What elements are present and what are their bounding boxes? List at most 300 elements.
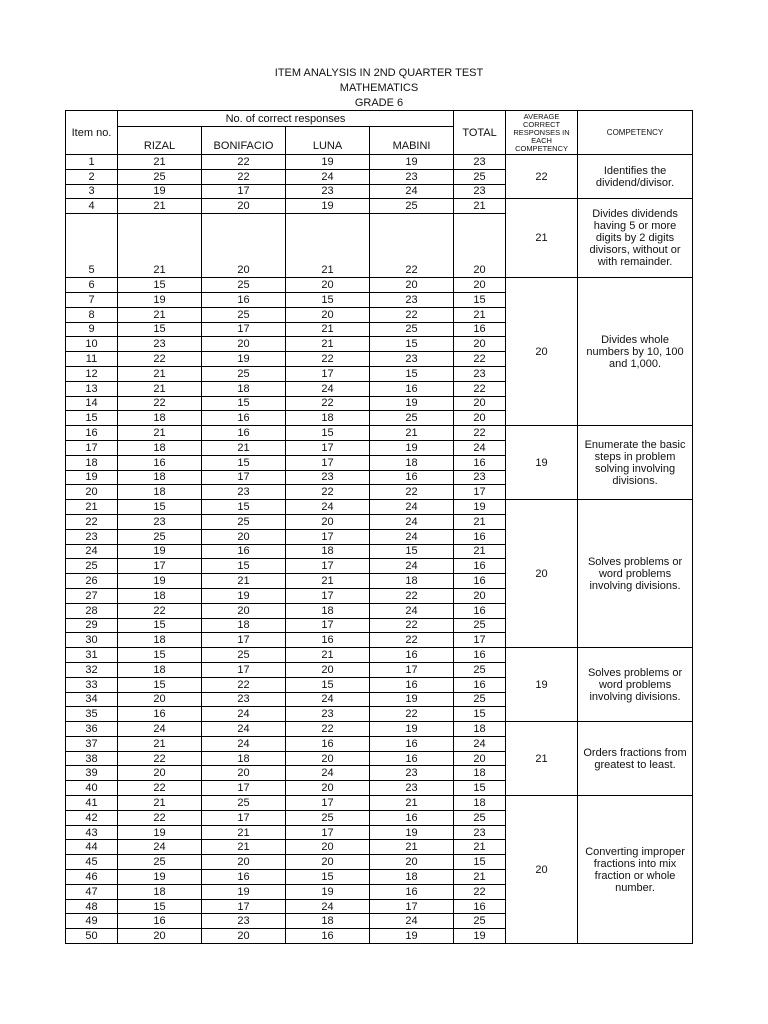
item-no-cell: 41 [66, 796, 118, 811]
rizal-cell: 23 [118, 337, 202, 352]
luna-cell: 19 [286, 155, 370, 170]
rizal-cell: 16 [118, 914, 202, 929]
luna-cell: 19 [286, 884, 370, 899]
item-no-cell: 42 [66, 810, 118, 825]
bonifacio-cell: 16 [202, 411, 286, 426]
total-cell: 16 [454, 899, 506, 914]
item-no-cell: 20 [66, 485, 118, 500]
mabini-cell: 24 [370, 514, 454, 529]
luna-cell: 17 [286, 825, 370, 840]
luna-cell: 17 [286, 529, 370, 544]
luna-cell: 21 [286, 574, 370, 589]
luna-cell: 16 [286, 633, 370, 648]
bonifacio-cell: 25 [202, 307, 286, 322]
rizal-cell: 25 [118, 529, 202, 544]
item-no-cell: 39 [66, 766, 118, 781]
rizal-cell: 21 [118, 736, 202, 751]
item-no-cell: 31 [66, 648, 118, 663]
average-cell: 19 [506, 426, 578, 500]
item-no-cell: 49 [66, 914, 118, 929]
table-row [66, 278, 693, 293]
rizal-cell: 18 [118, 411, 202, 426]
rizal-cell: 22 [118, 352, 202, 367]
mabini-cell: 18 [370, 870, 454, 885]
rizal-cell: 21 [118, 796, 202, 811]
total-cell: 23 [454, 825, 506, 840]
bonifacio-cell: 24 [202, 722, 286, 737]
item-no-cell: 10 [66, 337, 118, 352]
bonifacio-cell: 20 [202, 929, 286, 944]
item-no-cell: 46 [66, 870, 118, 885]
bonifacio-cell: 17 [202, 633, 286, 648]
rizal-cell: 17 [118, 559, 202, 574]
item-no-cell: 29 [66, 618, 118, 633]
total-cell: 23 [454, 366, 506, 381]
competency-cell: Divides whole numbers by 10, 100 and 1,000. [578, 278, 693, 426]
total-cell: 20 [454, 278, 506, 293]
mabini-cell: 22 [370, 214, 454, 278]
luna-cell: 24 [286, 899, 370, 914]
item-no-cell: 9 [66, 322, 118, 337]
rizal-cell: 21 [118, 366, 202, 381]
mabini-cell: 24 [370, 184, 454, 199]
mabini-cell: 17 [370, 662, 454, 677]
bonifacio-cell: 25 [202, 514, 286, 529]
item-no-cell: 5 [66, 214, 118, 278]
rizal-cell: 21 [118, 155, 202, 170]
total-cell: 21 [454, 307, 506, 322]
total-cell: 21 [454, 870, 506, 885]
luna-cell: 21 [286, 648, 370, 663]
bonifacio-cell: 18 [202, 618, 286, 633]
bonifacio-cell: 21 [202, 574, 286, 589]
mabini-cell: 22 [370, 485, 454, 500]
rizal-cell: 15 [118, 278, 202, 293]
item-no-cell: 43 [66, 825, 118, 840]
total-cell: 24 [454, 440, 506, 455]
bonifacio-cell: 19 [202, 352, 286, 367]
table-row [66, 500, 693, 515]
item-no-cell: 7 [66, 292, 118, 307]
item-analysis-table [65, 110, 693, 944]
total-cell: 25 [454, 618, 506, 633]
total-cell: 24 [454, 736, 506, 751]
table-row [66, 199, 693, 214]
mabini-cell: 16 [370, 677, 454, 692]
bonifacio-cell: 20 [202, 766, 286, 781]
bonifacio-cell: 20 [202, 529, 286, 544]
luna-cell: 19 [286, 199, 370, 214]
competency-cell: Orders fractions from greatest to least. [578, 722, 693, 796]
luna-cell: 23 [286, 184, 370, 199]
total-cell: 15 [454, 781, 506, 796]
average-cell: 21 [506, 199, 578, 278]
luna-cell: 22 [286, 485, 370, 500]
bonifacio-cell: 21 [202, 840, 286, 855]
bonifacio-cell: 25 [202, 648, 286, 663]
item-no-cell: 48 [66, 899, 118, 914]
luna-cell: 18 [286, 544, 370, 559]
item-no-cell: 25 [66, 559, 118, 574]
total-cell: 16 [454, 529, 506, 544]
subject-title: MATHEMATICS [339, 82, 419, 94]
total-cell: 19 [454, 500, 506, 515]
luna-cell: 17 [286, 559, 370, 574]
total-cell: 20 [454, 337, 506, 352]
rizal-cell: 18 [118, 633, 202, 648]
rizal-cell: 18 [118, 662, 202, 677]
bonifacio-cell: 22 [202, 169, 286, 184]
total-cell: 16 [454, 677, 506, 692]
bonifacio-cell: 17 [202, 184, 286, 199]
total-cell: 21 [454, 544, 506, 559]
section-header-luna: LUNA [286, 127, 370, 155]
luna-cell: 15 [286, 426, 370, 441]
item-no-cell: 47 [66, 884, 118, 899]
luna-cell: 22 [286, 396, 370, 411]
bonifacio-cell: 21 [202, 825, 286, 840]
rizal-cell: 18 [118, 588, 202, 603]
bonifacio-cell: 20 [202, 855, 286, 870]
bonifacio-cell: 15 [202, 455, 286, 470]
bonifacio-cell: 16 [202, 870, 286, 885]
luna-cell: 17 [286, 366, 370, 381]
item-no-cell: 17 [66, 440, 118, 455]
luna-cell: 25 [286, 810, 370, 825]
luna-cell: 23 [286, 707, 370, 722]
competency-cell: Solves problems or word problems involving divisions. [578, 500, 693, 648]
average-cell: 20 [506, 278, 578, 426]
bonifacio-cell: 19 [202, 588, 286, 603]
mabini-cell: 25 [370, 411, 454, 426]
rizal-cell: 25 [118, 855, 202, 870]
mabini-cell: 24 [370, 603, 454, 618]
luna-cell: 21 [286, 337, 370, 352]
rizal-cell: 21 [118, 381, 202, 396]
total-cell: 23 [454, 470, 506, 485]
luna-cell: 23 [286, 470, 370, 485]
bonifacio-cell: 20 [202, 603, 286, 618]
bonifacio-cell: 19 [202, 884, 286, 899]
total-cell: 16 [454, 648, 506, 663]
total-cell: 22 [454, 381, 506, 396]
mabini-cell: 23 [370, 352, 454, 367]
total-cell: 21 [454, 840, 506, 855]
competency-cell: Solves problems or word problems involving divisions. [578, 648, 693, 722]
rizal-cell: 15 [118, 899, 202, 914]
rizal-cell: 22 [118, 751, 202, 766]
grade-title: GRADE 6 [354, 97, 404, 109]
rizal-cell: 19 [118, 292, 202, 307]
total-cell: 16 [454, 574, 506, 589]
item-no-cell: 45 [66, 855, 118, 870]
mabini-cell: 22 [370, 618, 454, 633]
item-no-cell: 38 [66, 751, 118, 766]
mabini-cell: 20 [370, 278, 454, 293]
bonifacio-cell: 16 [202, 292, 286, 307]
total-cell: 20 [454, 588, 506, 603]
rizal-cell: 20 [118, 929, 202, 944]
luna-cell: 24 [286, 500, 370, 515]
average-cell: 22 [506, 155, 578, 199]
mabini-cell: 16 [370, 381, 454, 396]
luna-cell: 21 [286, 214, 370, 278]
mabini-cell: 19 [370, 929, 454, 944]
bonifacio-cell: 22 [202, 155, 286, 170]
item-no-cell: 11 [66, 352, 118, 367]
rizal-cell: 16 [118, 455, 202, 470]
item-no-cell: 16 [66, 426, 118, 441]
item-no-cell: 3 [66, 184, 118, 199]
total-cell: 23 [454, 155, 506, 170]
luna-cell: 22 [286, 352, 370, 367]
total-cell: 18 [454, 722, 506, 737]
bonifacio-cell: 15 [202, 559, 286, 574]
bonifacio-cell: 18 [202, 751, 286, 766]
item-no-cell: 37 [66, 736, 118, 751]
item-no-cell: 35 [66, 707, 118, 722]
luna-cell: 20 [286, 662, 370, 677]
total-cell: 19 [454, 929, 506, 944]
item-no-cell: 8 [66, 307, 118, 322]
mabini-cell: 19 [370, 155, 454, 170]
total-cell: 15 [454, 855, 506, 870]
total-cell: 25 [454, 810, 506, 825]
competency-cell: Enumerate the basic steps in problem solving involving divisions. [578, 426, 693, 500]
rizal-cell: 18 [118, 884, 202, 899]
item-no-cell: 2 [66, 169, 118, 184]
luna-cell: 24 [286, 766, 370, 781]
table-row [66, 155, 693, 170]
competency-cell: Identifies the dividend/divisor. [578, 155, 693, 199]
item-no-cell: 36 [66, 722, 118, 737]
total-cell: 25 [454, 662, 506, 677]
mabini-cell: 16 [370, 810, 454, 825]
rizal-cell: 24 [118, 722, 202, 737]
report-title: ITEM ANALYSIS IN 2ND QUARTER TEST [274, 67, 484, 79]
item-no-cell: 26 [66, 574, 118, 589]
rizal-cell: 19 [118, 544, 202, 559]
mabini-cell: 22 [370, 633, 454, 648]
item-no-cell: 27 [66, 588, 118, 603]
luna-cell: 17 [286, 455, 370, 470]
rizal-cell: 22 [118, 810, 202, 825]
item-no-cell: 30 [66, 633, 118, 648]
item-no-cell: 21 [66, 500, 118, 515]
total-cell: 22 [454, 352, 506, 367]
luna-cell: 18 [286, 603, 370, 618]
mabini-cell: 20 [370, 855, 454, 870]
item-no-cell: 50 [66, 929, 118, 944]
total-cell: 20 [454, 751, 506, 766]
bonifacio-cell: 25 [202, 278, 286, 293]
total-cell: 22 [454, 426, 506, 441]
bonifacio-cell: 15 [202, 500, 286, 515]
luna-cell: 20 [286, 840, 370, 855]
bonifacio-cell: 20 [202, 199, 286, 214]
item-no-cell: 6 [66, 278, 118, 293]
bonifacio-cell: 17 [202, 781, 286, 796]
rizal-cell: 19 [118, 870, 202, 885]
item-no-cell: 14 [66, 396, 118, 411]
rizal-cell: 18 [118, 485, 202, 500]
total-cell: 15 [454, 707, 506, 722]
rizal-cell: 19 [118, 574, 202, 589]
rizal-cell: 15 [118, 618, 202, 633]
rizal-cell: 19 [118, 184, 202, 199]
total-cell: 16 [454, 322, 506, 337]
total-cell: 20 [454, 214, 506, 278]
rizal-cell: 15 [118, 648, 202, 663]
mabini-cell: 23 [370, 781, 454, 796]
total-cell: 18 [454, 766, 506, 781]
total-cell: 16 [454, 559, 506, 574]
luna-cell: 17 [286, 618, 370, 633]
bonifacio-cell: 16 [202, 544, 286, 559]
section-header-mabini: MABINI [370, 127, 454, 155]
total-cell: 23 [454, 184, 506, 199]
item-no-cell: 15 [66, 411, 118, 426]
table-row [66, 722, 693, 737]
luna-cell: 20 [286, 307, 370, 322]
correct-responses-header: No. of correct responses [118, 111, 454, 127]
item-no-cell: 4 [66, 199, 118, 214]
rizal-cell: 25 [118, 169, 202, 184]
total-cell: 16 [454, 603, 506, 618]
luna-cell: 18 [286, 411, 370, 426]
item-no-cell: 32 [66, 662, 118, 677]
bonifacio-cell: 24 [202, 736, 286, 751]
luna-cell: 17 [286, 440, 370, 455]
item-no-cell: 33 [66, 677, 118, 692]
bonifacio-cell: 17 [202, 662, 286, 677]
mabini-cell: 24 [370, 559, 454, 574]
bonifacio-cell: 25 [202, 796, 286, 811]
bonifacio-cell: 21 [202, 440, 286, 455]
luna-cell: 20 [286, 781, 370, 796]
luna-cell: 18 [286, 914, 370, 929]
total-cell: 16 [454, 455, 506, 470]
bonifacio-cell: 20 [202, 214, 286, 278]
total-cell: 15 [454, 292, 506, 307]
item-no-cell: 12 [66, 366, 118, 381]
rizal-cell: 16 [118, 707, 202, 722]
mabini-cell: 18 [370, 574, 454, 589]
item-no-cell: 24 [66, 544, 118, 559]
rizal-cell: 24 [118, 840, 202, 855]
mabini-cell: 24 [370, 914, 454, 929]
item-no-cell: 13 [66, 381, 118, 396]
item-no-header: Item no. [66, 111, 118, 155]
luna-cell: 15 [286, 677, 370, 692]
mabini-cell: 21 [370, 426, 454, 441]
total-cell: 17 [454, 633, 506, 648]
mabini-cell: 19 [370, 722, 454, 737]
item-no-cell: 34 [66, 692, 118, 707]
bonifacio-cell: 15 [202, 396, 286, 411]
total-cell: 18 [454, 796, 506, 811]
mabini-cell: 19 [370, 440, 454, 455]
rizal-cell: 20 [118, 692, 202, 707]
mabini-cell: 23 [370, 169, 454, 184]
rizal-cell: 23 [118, 514, 202, 529]
mabini-cell: 21 [370, 840, 454, 855]
bonifacio-cell: 23 [202, 485, 286, 500]
mabini-cell: 16 [370, 884, 454, 899]
luna-cell: 24 [286, 381, 370, 396]
total-cell: 21 [454, 199, 506, 214]
average-cell: 19 [506, 648, 578, 722]
mabini-cell: 15 [370, 337, 454, 352]
bonifacio-cell: 24 [202, 707, 286, 722]
luna-cell: 17 [286, 796, 370, 811]
bonifacio-cell: 16 [202, 426, 286, 441]
rizal-cell: 18 [118, 440, 202, 455]
total-cell: 20 [454, 396, 506, 411]
table-row [66, 426, 693, 441]
luna-cell: 24 [286, 692, 370, 707]
rizal-cell: 22 [118, 603, 202, 618]
mabini-cell: 16 [370, 648, 454, 663]
total-header: TOTAL [454, 111, 506, 155]
mabini-cell: 22 [370, 707, 454, 722]
table-row [66, 648, 693, 663]
luna-cell: 15 [286, 292, 370, 307]
section-header-bonifacio: BONIFACIO [202, 127, 286, 155]
table-row [66, 796, 693, 811]
luna-cell: 20 [286, 751, 370, 766]
mabini-cell: 25 [370, 199, 454, 214]
rizal-cell: 20 [118, 766, 202, 781]
bonifacio-cell: 17 [202, 470, 286, 485]
total-cell: 25 [454, 914, 506, 929]
total-cell: 17 [454, 485, 506, 500]
bonifacio-cell: 23 [202, 692, 286, 707]
mabini-cell: 25 [370, 322, 454, 337]
average-cell: 20 [506, 500, 578, 648]
average-header: AVERAGE CORRECT RESPONSES IN EACH COMPETENCY [506, 111, 578, 155]
mabini-cell: 24 [370, 529, 454, 544]
mabini-cell: 21 [370, 796, 454, 811]
rizal-cell: 15 [118, 500, 202, 515]
luna-cell: 22 [286, 722, 370, 737]
mabini-cell: 22 [370, 307, 454, 322]
mabini-cell: 19 [370, 396, 454, 411]
luna-cell: 16 [286, 929, 370, 944]
bonifacio-cell: 18 [202, 381, 286, 396]
total-cell: 22 [454, 884, 506, 899]
bonifacio-cell: 20 [202, 337, 286, 352]
rizal-cell: 15 [118, 322, 202, 337]
rizal-cell: 21 [118, 307, 202, 322]
item-no-cell: 22 [66, 514, 118, 529]
rizal-cell: 15 [118, 677, 202, 692]
luna-cell: 20 [286, 855, 370, 870]
mabini-cell: 18 [370, 455, 454, 470]
luna-cell: 24 [286, 169, 370, 184]
item-no-cell: 40 [66, 781, 118, 796]
mabini-cell: 24 [370, 500, 454, 515]
average-cell: 21 [506, 722, 578, 796]
item-no-cell: 19 [66, 470, 118, 485]
luna-cell: 21 [286, 322, 370, 337]
mabini-cell: 15 [370, 544, 454, 559]
competency-cell: Converting improper fractions into mix fraction or whole number. [578, 796, 693, 944]
competency-cell: Divides dividends having 5 or more digits by 2 digits divisors, without or with remainder. [578, 199, 693, 278]
luna-cell: 16 [286, 736, 370, 751]
total-cell: 20 [454, 411, 506, 426]
item-no-cell: 1 [66, 155, 118, 170]
